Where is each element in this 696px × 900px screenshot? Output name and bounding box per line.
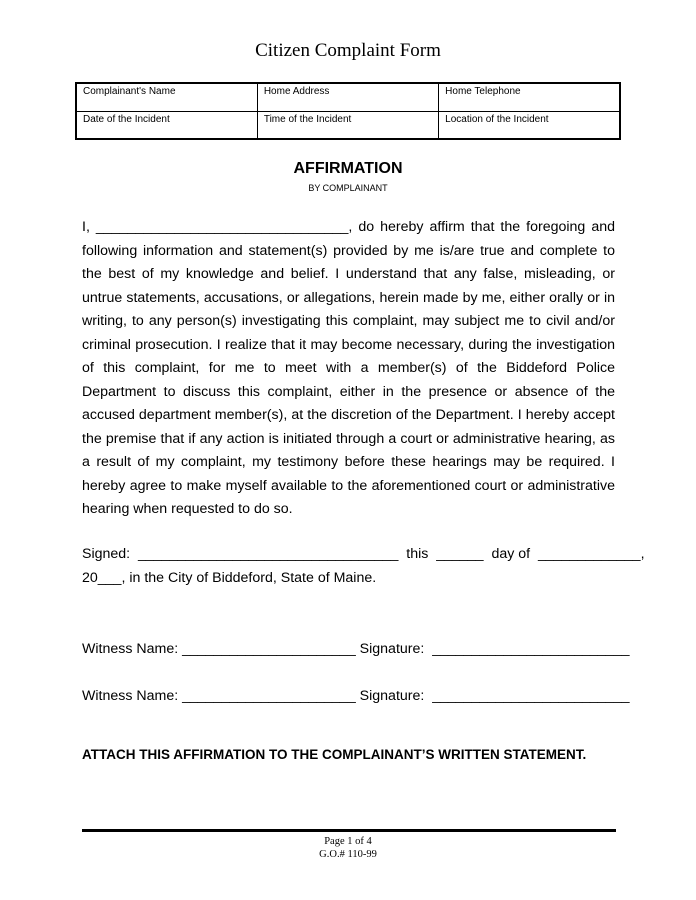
footer-divider — [82, 829, 616, 832]
general-order-number: G.O.# 110-99 — [319, 849, 377, 860]
incident-location-field[interactable]: Location of the Incident — [439, 111, 620, 139]
witness-line-2[interactable]: Witness Name: ______________________ Signature: _________________________ — [82, 688, 630, 704]
table-row — [76, 111, 620, 139]
affirmation-subheading: BY COMPLAINANT — [308, 183, 388, 193]
complainant-name-field[interactable]: Complainant's Name — [76, 83, 257, 111]
attach-instruction: ATTACH THIS AFFIRMATION TO THE COMPLAINANT’S WRITTEN STATEMENT. — [82, 747, 587, 762]
home-address-field[interactable]: Home Address — [257, 83, 438, 111]
page-title: Citizen Complaint Form — [255, 40, 441, 61]
home-telephone-field[interactable]: Home Telephone — [439, 83, 620, 111]
table-row — [76, 83, 620, 111]
year-city-line[interactable]: 20___, in the City of Biddeford, State of Maine. — [82, 570, 377, 586]
complainant-info-table — [75, 82, 621, 140]
affirmation-heading: AFFIRMATION — [293, 160, 403, 177]
signature-date-line[interactable]: Signed: _________________________________ this ______ day of _____________, — [82, 546, 645, 562]
witness-line-1[interactable]: Witness Name: ______________________ Signature: _________________________ — [82, 641, 630, 657]
affirmation-paragraph: I, ________________________________, do hereby affirm that the foregoing and following information and statement(s) provided by me is/are true and complete to the best of my knowledge and belief. I understand that any false, misleading, or untrue statements, accusations, or allegations, herein made by me, either orally or in writing, to any person(s) investigating this complaint, may subject me to civil and/or criminal prosecution. I realize that it may become necessary, during the investigation of this complaint, for me to meet with a member(s) of the Biddeford Police Department to discuss this complaint, either in the presence or absence of the accused department member(s), at the discretion of the Department. I hereby accept the premise that if any action is initiated through a court or administrative hearing, as a result of my complaint, my testimony before these hearings may be required. I hereby agree to make myself available to the aforementioned court or administrative hearing when requested to do so. — [82, 219, 615, 517]
page-footer — [0, 835, 696, 861]
incident-date-field[interactable]: Date of the Incident — [76, 111, 257, 139]
page-number: Page 1 of 4 — [324, 836, 372, 847]
incident-time-field[interactable]: Time of the Incident — [257, 111, 438, 139]
